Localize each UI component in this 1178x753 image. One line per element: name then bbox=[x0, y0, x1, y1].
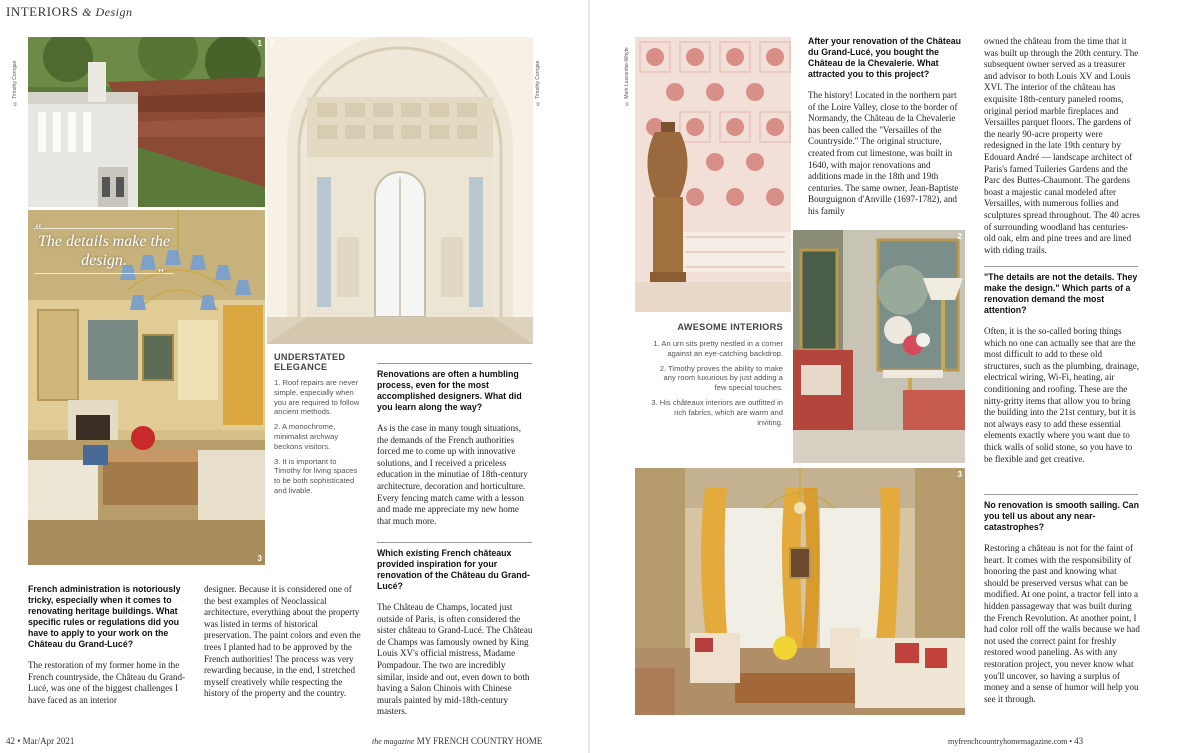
section-header bbox=[6, 4, 132, 20]
answer-chevalerie-start: The history! Located in the northern part of the Loire Valley, close to the border of Normandy, the Château de la Chevalerie has been called the "Versailles of the Countryside." The original structure, created from cut limestone, was built in 1640, with major renovations and additions made in the 18th and 19th centuries. The same owner, Jean-Baptiste Bourguignon d'Anville (1697-1782), and his family bbox=[808, 90, 959, 216]
answer-details: Often, it is the so-called boring things which no one can actually see that are the most difficult to add to these old structures, such as the plumbing, drainage, electrical wiring, Wi-Fi, heating, air conditioning and roofing. These are the nitty-gritty items that allow you to bring the building into the 21st century, but it is not always easy to add these essential elements exactly where you want due to thick walls of solid stone, so you have to be flexible and get creative. bbox=[984, 326, 1140, 464]
archway-image bbox=[267, 37, 533, 344]
column-4 bbox=[808, 36, 966, 227]
section-amp: & Design bbox=[82, 5, 133, 19]
brand-script: the magazine bbox=[372, 737, 415, 746]
spine-gutter bbox=[588, 0, 590, 753]
photo-credit-1: © Timothy Corrigan bbox=[12, 60, 18, 106]
photo-number-2: 2 bbox=[270, 39, 275, 48]
photo-living-room bbox=[28, 210, 265, 565]
page-number-right: 43 bbox=[1074, 736, 1084, 746]
question-humbling: Renovations are often a humbling process, even for the most accomplished designers. What did you learn along the way? bbox=[377, 369, 522, 412]
photo-number-3: 3 bbox=[257, 554, 262, 563]
right-caption-3: 3. His châteaux interiors are outfitted in rich fabrics, which are warm and inviting. bbox=[651, 397, 783, 427]
photo-urn bbox=[635, 37, 791, 312]
urn-image bbox=[635, 37, 791, 312]
footer-left: 42 • Mar/Apr 2021 bbox=[6, 736, 75, 746]
left-caption-2: 2. A monochrome, minimalist archway beckons visitors. bbox=[274, 422, 339, 451]
pull-quote-text: The details make the design. bbox=[34, 228, 174, 274]
section-name: INTERIORS bbox=[6, 4, 79, 19]
photo-lamp-corner bbox=[793, 230, 965, 463]
footer-brand bbox=[372, 736, 542, 746]
rule-col3-mid bbox=[377, 542, 532, 543]
column-3 bbox=[377, 369, 533, 536]
left-caption-title: UNDERSTATED ELEGANCE bbox=[274, 352, 346, 372]
photo-archway bbox=[267, 37, 533, 344]
pull-quote-close: ” bbox=[156, 267, 164, 282]
column-5b bbox=[984, 272, 1140, 474]
question-administration: French administration is notoriously tricky, especially when it comes to renovating heritage buildings. What specific rules or regulations did you have to apply to your work on the Château du Grand-Lucé? bbox=[28, 584, 181, 649]
right-caption-2: 2. Timothy proves the ability to make any room luxurious by just adding a few special touches. bbox=[659, 363, 783, 393]
question-details: "The details are not the details. They make the design." Which parts of a renovation demand the most attention? bbox=[984, 272, 1138, 315]
pull-quote bbox=[34, 222, 174, 282]
column-2 bbox=[204, 584, 362, 709]
photo-number-1: 1 bbox=[257, 39, 262, 48]
column-3b bbox=[377, 548, 533, 727]
rule-col5-b bbox=[984, 494, 1138, 495]
column-1 bbox=[28, 584, 186, 715]
photo-number-r2: 2 bbox=[957, 232, 962, 241]
brand-name: MY FRENCH COUNTRY HOME bbox=[416, 736, 543, 746]
left-caption-3: 3. It is important to Timothy for living spaces to be both sophisticated and livable. bbox=[274, 456, 358, 495]
answer-catastrophes: Restoring a château is not for the faint of heart. It comes with the responsibility of honoring the past and knowing what should be preserved versus what can be modified. At one point, a tractor fell into a hidden passageway that was built during the French Revolution. At another point, I had color roll off the walls because we had not used the correct paint for freshly restored wood paneling. As with any restoration project, you never know what you'll uncover, so having a surplus of money and a sense of humor will help you see it through. bbox=[984, 543, 1140, 704]
footer-right: myfrenchcountryhomemagazine.com • 43 bbox=[948, 736, 1084, 746]
drawing-room-image bbox=[635, 468, 965, 715]
question-inspiration: Which existing French châteaux provided inspiration for your renovation of the Château du Grand-Lucé? bbox=[377, 548, 530, 591]
right-caption-1: 1. An urn sits pretty nestled in a corner against an eye-catching backdrop. bbox=[653, 339, 783, 358]
photo-roof bbox=[28, 37, 265, 207]
answer-chevalerie-cont: owned the château from the time that it was built up through the 20th century. The subsequent owner served as a treasurer and advisor to both Louis XV and Louis XVI. The interior of the château has exquisite 18th-century paneled rooms, original period marble fireplaces and Versailles parquet floors. The gardens of the nearly 90-acre property were redesigned in the late 19th century by Edouard André — landscape architect of Paris's famed Tuileries Gardens and the Parc des Buttes-Chaumont. The gardens boast a majestic canal modeled after Versailles, with numerous follies and sculptures spread throughout. The 40 acres of surrounding woodland has centuries-old oak, elm and pine trees and are lined with riding trails. bbox=[984, 36, 1140, 255]
right-caption-title: AWESOME INTERIORS bbox=[677, 322, 783, 332]
answer-humbling: As is the case in many tough situations, the demands of the French authorities forced me to come up with innovative solutions, and I received a priceless education in the minutiae of 18th-century architecture, decoration and horticulture. Every fencing match came with a lesson and made me appreciate my new home that much more. bbox=[377, 423, 528, 526]
pull-quote-open: “ bbox=[34, 222, 42, 237]
answer-administration-cont: designer. Because it is considered one of the best examples of Neoclassical architecture, everything about the property was listed in terms of historical preservation. The paint colors and even the trees I planted had to be approved by the French authorities! The process was very rewarding because, in the end, I stretched myself creatively while respecting the history of the property and the country. bbox=[204, 584, 361, 699]
lamp-corner-image bbox=[793, 230, 965, 463]
question-catastrophes: No renovation is smooth sailing. Can you tell us about any near-catastrophes? bbox=[984, 500, 1139, 532]
column-5 bbox=[984, 36, 1140, 265]
website-url: myfrenchcountryhomemagazine.com bbox=[948, 737, 1068, 746]
left-captions bbox=[274, 352, 364, 501]
right-captions bbox=[650, 322, 783, 432]
answer-inspiration: The Château de Champs, located just outside of Paris, is often considered the sister château to Grand-Lucé. The Château de Champs was famously owned by King Louis XV's official mistress, Madame Pompadour. The two are incredibly similar, inside and out, even down to both having a Salon Chinois with Chinese murals painted by mid-18th-century masters. bbox=[377, 602, 533, 717]
page-number-left: 42 bbox=[6, 736, 15, 746]
left-caption-1: 1. Roof repairs are never simple, especially when you are required to follow ancient methods. bbox=[274, 378, 360, 417]
photo-credit-3: © Mark Luscombe-Whyte bbox=[624, 47, 630, 106]
rule-col5-a bbox=[984, 266, 1138, 267]
photo-credit-2: © Timothy Corrigan bbox=[535, 60, 541, 106]
column-5c bbox=[984, 500, 1140, 714]
question-chevalerie: After your renovation of the Château du Grand-Lucé, you bought the Château de la Chevalerie. What attracted you to this project? bbox=[808, 36, 961, 79]
answer-administration-start: The restoration of my former home in the French countryside, the Château du Grand-Lucé, was one of the biggest challenges I have faced as an interior bbox=[28, 660, 186, 705]
photo-number-r3: 3 bbox=[957, 470, 962, 479]
issue-date: Mar/Apr 2021 bbox=[22, 736, 75, 746]
rule-col3-top bbox=[377, 363, 532, 364]
photo-drawing-room bbox=[635, 468, 965, 715]
roof-image bbox=[28, 37, 265, 207]
